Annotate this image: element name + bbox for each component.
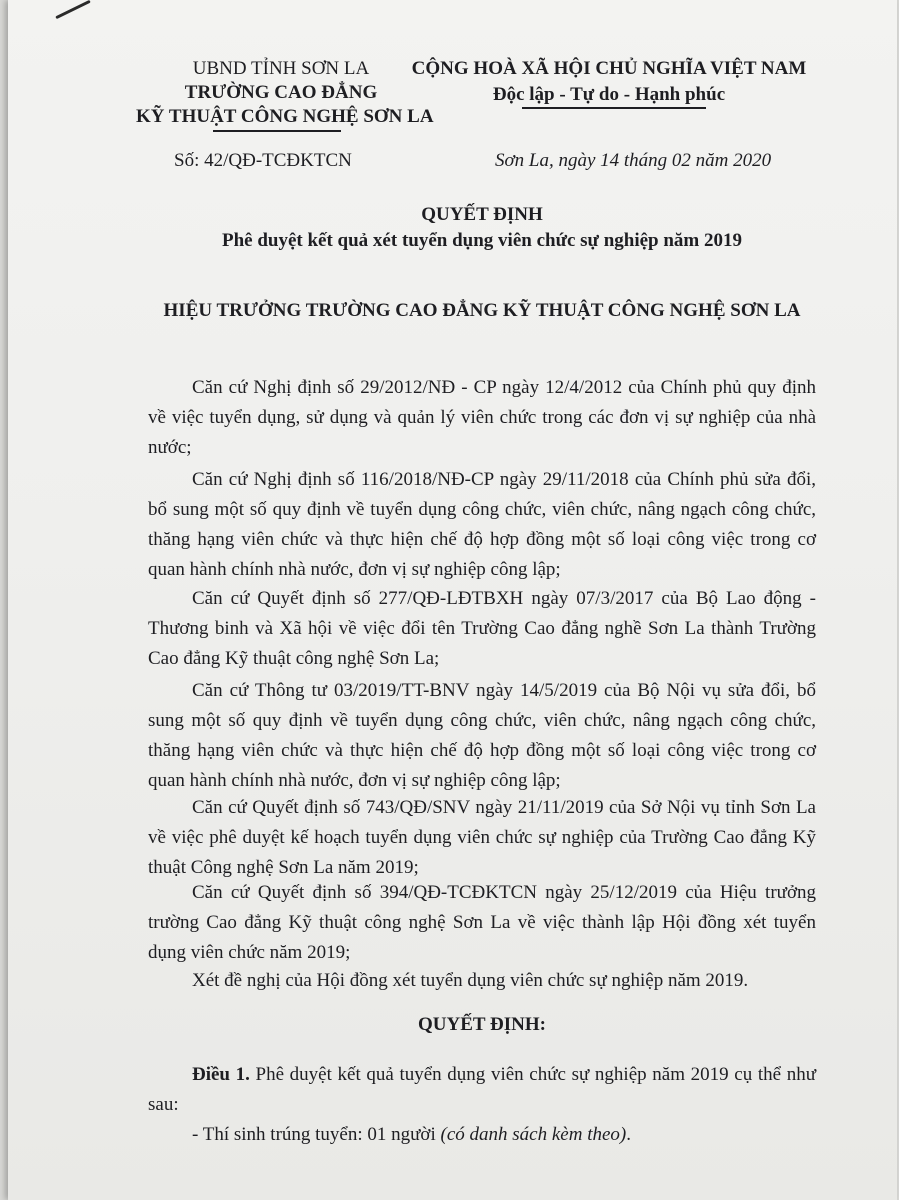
legal-basis-2: Căn cứ Nghị định số 116/2018/NĐ-CP ngày 29/11/2018 của Chính phủ sửa đổi, bổ sung một số quy định về tuyển dụng công chức, viên chức, nâng ngạch công chức, thăng hạng viên chức và thực hiện chế độ hợp đồng một số loại công việc trong cơ quan hành chính nhà nước, đơn vị sự nghiệp công lập; — [148, 469, 816, 580]
document-number: Số: 42/QĐ-TCĐKTCN — [174, 150, 352, 171]
candidate-note: (có danh sách kèm theo) — [440, 1124, 627, 1145]
legal-basis-5: Căn cứ Quyết định số 743/QĐ/SNV ngày 21/11/2019 của Sở Nội vụ tỉnh Sơn La về việc phê duyệt kế hoạch tuyển dụng viên chức sự nghiệp của Trường Cao đẳng Kỹ thuật Công nghệ Sơn La năm 2019; — [148, 797, 816, 878]
school-name-line1: TRƯỜNG CAO ĐẲNG — [184, 82, 378, 103]
article-1-label: Điều 1. — [192, 1064, 250, 1085]
school-name-line2: KỸ THUẬT CÔNG NGHỆ SƠN LA — [136, 106, 434, 127]
pen-mark — [55, 0, 90, 19]
header-left-underline — [213, 130, 341, 132]
document-page — [8, 0, 897, 1200]
legal-basis-1: Căn cứ Nghị định số 29/2012/NĐ - CP ngày 12/4/2012 của Chính phủ quy định về việc tuyển dụng, sử dụng và quản lý viên chức trong các đơn vị sự nghiệp của nhà nước; — [148, 377, 816, 458]
candidate-text: - Thí sinh trúng tuyển: 01 người — [192, 1124, 436, 1145]
legal-basis-4: Căn cứ Thông tư 03/2019/TT-BNV ngày 14/5/2019 của Bộ Nội vụ sửa đổi, bổ sung một số quy định về tuyển dụng công chức, viên chức, nâng ngạch công chức, thăng hạng viên chức và thực hiện chế độ hợp đồng một số loại công việc trong cơ quan hành chính nhà nước, đơn vị sự nghiệp công lập; — [148, 680, 816, 791]
header-right-underline — [522, 107, 706, 109]
legal-basis-3: Căn cứ Quyết định số 277/QĐ-LĐTBXH ngày 07/3/2017 của Bộ Lao động - Thương binh và Xã hội về việc đổi tên Trường Cao đẳng nghề Sơn La thành Trường Cao đẳng Kỹ thuật công nghệ Sơn La; — [148, 588, 816, 669]
article-1-text: Phê duyệt kết quả tuyển dụng viên chức sự nghiệp năm 2019 cụ thể như sau: — [148, 1064, 816, 1115]
agency-name: UBND TỈNH SƠN LA — [192, 58, 370, 79]
document-title: QUYẾT ĐỊNH — [421, 204, 543, 225]
issuing-authority: HIỆU TRƯỞNG TRƯỜNG CAO ĐẲNG KỸ THUẬT CÔNG NGHỆ SƠN LA — [163, 300, 801, 321]
candidate-line: - Thí sinh trúng tuyển: 01 người (có danh sách kèm theo). — [192, 1124, 631, 1145]
document-subtitle: Phê duyệt kết quả xét tuyển dụng viên chức sự nghiệp năm 2019 — [221, 230, 743, 251]
decision-heading: QUYẾT ĐỊNH: — [418, 1014, 546, 1035]
place-and-date: Sơn La, ngày 14 tháng 02 năm 2020 — [495, 150, 772, 171]
legal-basis-6: Căn cứ Quyết định số 394/QĐ-TCĐKTCN ngày 25/12/2019 của Hiệu trưởng trường Cao đẳng Kỹ thuật công nghệ Sơn La về việc thành lập Hội đồng xét tuyển dụng viên chức năm 2019; — [148, 882, 816, 963]
national-motto: Độc lập - Tự do - Hạnh phúc — [492, 84, 726, 105]
article-1 — [148, 1060, 816, 1120]
council-proposal: Xét đề nghị của Hội đồng xét tuyển dụng viên chức sự nghiệp năm 2019. — [192, 970, 749, 991]
national-title: CỘNG HOÀ XÃ HỘI CHỦ NGHĨA VIỆT NAM — [411, 58, 807, 79]
